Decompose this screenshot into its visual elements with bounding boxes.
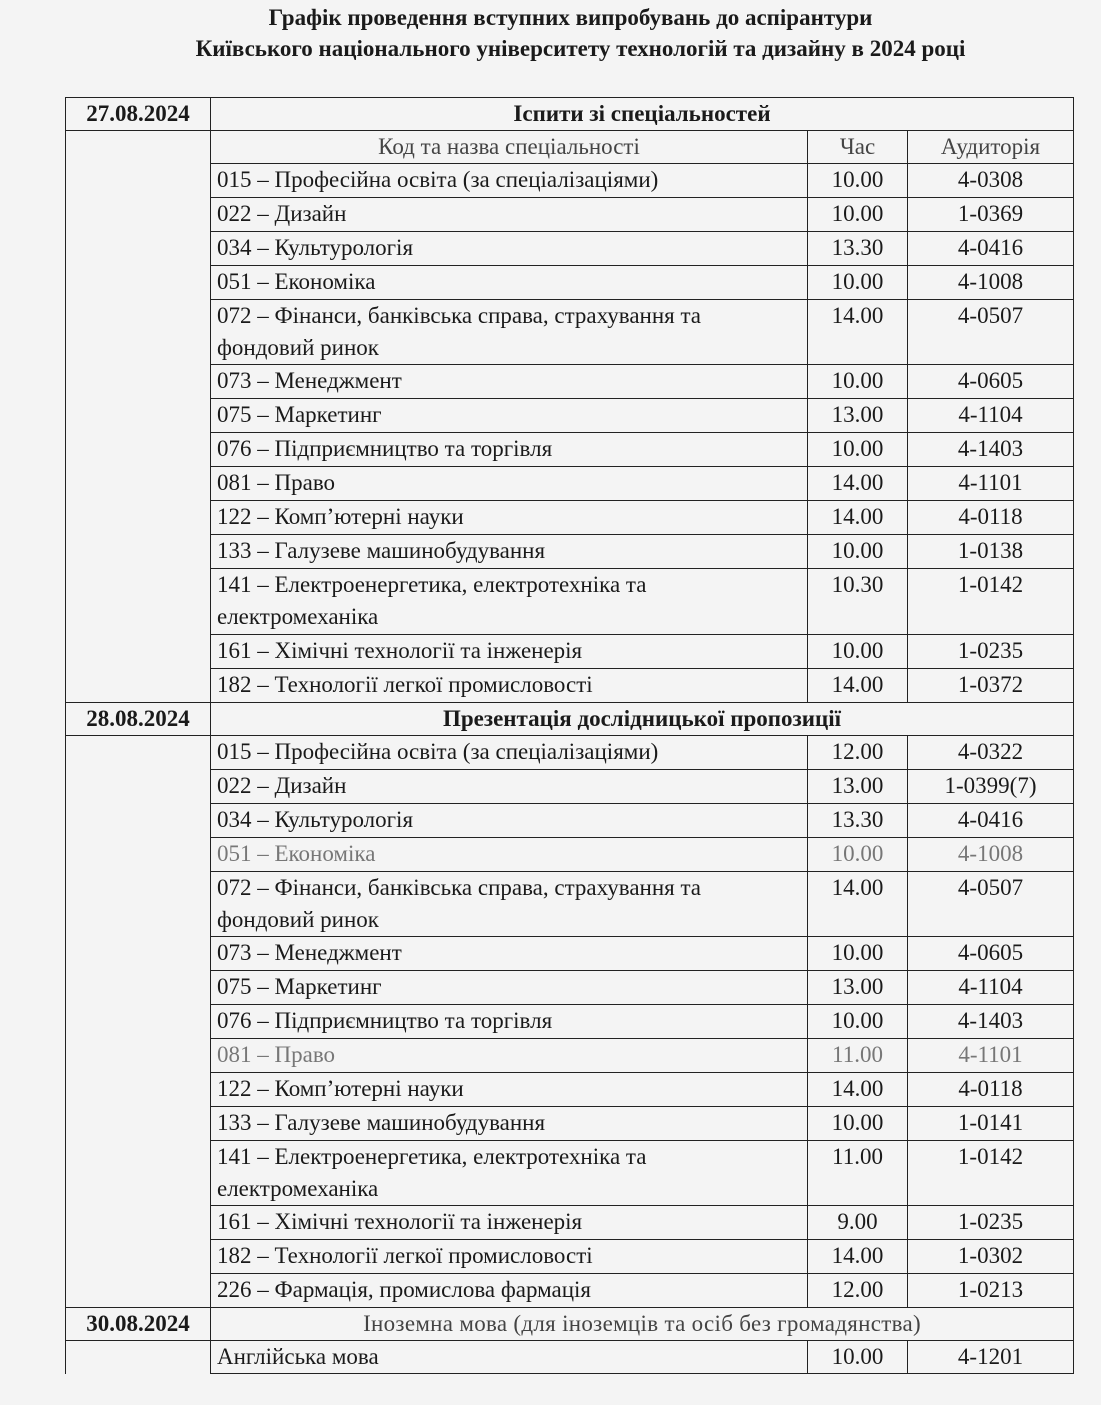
specialty-name: 075 – Маркетинг (211, 971, 808, 1005)
table-row (66, 433, 1074, 467)
exam-room: 1-0213 (908, 1274, 1074, 1308)
table-row (66, 164, 1074, 198)
exam-time: 13.00 (808, 399, 908, 433)
table-row (66, 365, 1074, 399)
title-line-1: Графік проведення вступних випробувань до аспірантури (268, 5, 873, 30)
specialty-name: 141 – Електроенергетика, електротехніка та електромеханіка (211, 569, 808, 635)
table-row (66, 266, 1074, 300)
section-header-row (66, 1308, 1074, 1341)
date-column-spacer (66, 198, 211, 232)
table-row (66, 804, 1074, 838)
date-column-spacer (66, 399, 211, 433)
table-row (66, 770, 1074, 804)
section-header-row (66, 703, 1074, 736)
table-row (66, 736, 1074, 770)
date-column-spacer (66, 770, 211, 804)
specialty-name: 122 – Комп’ютерні науки (211, 501, 808, 535)
exam-room: 4-0118 (908, 501, 1074, 535)
date-column-spacer (66, 669, 211, 703)
exam-time: 12.00 (808, 736, 908, 770)
date-column-spacer (66, 266, 211, 300)
table-row (66, 232, 1074, 266)
date-column-spacer (66, 365, 211, 399)
exam-time: 13.00 (808, 971, 908, 1005)
exam-time: 12.00 (808, 1274, 908, 1308)
specialty-name: 034 – Культурологія (211, 232, 808, 266)
section-date: 28.08.2024 (66, 703, 211, 736)
exam-time: 10.30 (808, 569, 908, 635)
exam-time: 10.00 (808, 164, 908, 198)
table-row (66, 300, 1074, 365)
section-title: Іноземна мова (для іноземців та осіб без громадянства) (211, 1308, 1074, 1341)
exam-room: 4-1101 (908, 467, 1074, 501)
exam-room: 4-1104 (908, 971, 1074, 1005)
table-row (66, 1274, 1074, 1308)
exam-time: 10.00 (808, 937, 908, 971)
specialty-name: 015 – Професійна освіта (за спеціалізаціями) (211, 736, 808, 770)
exam-time: 10.00 (808, 266, 908, 300)
exam-room: 4-1104 (908, 399, 1074, 433)
specialty-name: 122 – Комп’ютерні науки (211, 1073, 808, 1107)
table-row (66, 971, 1074, 1005)
date-column-spacer (66, 838, 211, 872)
exam-time: 14.00 (808, 669, 908, 703)
table-row (66, 198, 1074, 232)
exam-time: 10.00 (808, 838, 908, 872)
specialty-name: 072 – Фінанси, банківська справа, страхування та фондовий ринок (211, 300, 808, 365)
exam-room: 1-0142 (908, 569, 1074, 635)
exam-room: 1-0235 (908, 1206, 1074, 1240)
date-column-spacer (66, 1240, 211, 1274)
column-header-code-name: Код та назва спеціальності (211, 131, 808, 164)
specialty-name: 081 – Право (211, 1039, 808, 1073)
exam-room: 4-1101 (908, 1039, 1074, 1073)
date-column-spacer (66, 1274, 211, 1308)
date-column-spacer (66, 569, 211, 635)
exam-room: 4-1403 (908, 433, 1074, 467)
date-column-spacer (66, 131, 211, 164)
section-date: 27.08.2024 (66, 98, 211, 131)
date-column-spacer (66, 1039, 211, 1073)
column-header-time: Час (808, 131, 908, 164)
specialty-name: 015 – Професійна освіта (за спеціалізаціями) (211, 164, 808, 198)
exam-room: 4-0507 (908, 872, 1074, 937)
exam-room: 4-0605 (908, 365, 1074, 399)
exam-room: 1-0399(7) (908, 770, 1074, 804)
specialty-name: 182 – Технології легкої промисловості (211, 1240, 808, 1274)
exam-room: 4-1008 (908, 266, 1074, 300)
exam-room: 1-0372 (908, 669, 1074, 703)
exam-room: 4-0322 (908, 736, 1074, 770)
date-column-spacer (66, 164, 211, 198)
exam-time: 11.00 (808, 1141, 908, 1206)
table-row (66, 501, 1074, 535)
section-date: 30.08.2024 (66, 1308, 211, 1341)
table-row (66, 569, 1074, 635)
table-row (66, 635, 1074, 669)
exam-time: 13.00 (808, 770, 908, 804)
section-header-row (66, 98, 1074, 131)
column-header-row (66, 131, 1074, 164)
specialty-name: 022 – Дизайн (211, 198, 808, 232)
specialty-name: 161 – Хімічні технології та інженерія (211, 1206, 808, 1240)
date-column-spacer (66, 971, 211, 1005)
exam-room: 4-1201 (908, 1341, 1074, 1374)
date-column-spacer (66, 736, 211, 770)
table-row (66, 872, 1074, 937)
specialty-name: 182 – Технології легкої промисловості (211, 669, 808, 703)
date-column-spacer (66, 300, 211, 365)
exam-room: 1-0138 (908, 535, 1074, 569)
section-title: Іспити зі спеціальностей (211, 98, 1074, 131)
table-row (66, 1341, 1074, 1374)
exam-room: 4-0416 (908, 804, 1074, 838)
specialty-name: 081 – Право (211, 467, 808, 501)
document-title (0, 2, 1101, 64)
table-row (66, 1107, 1074, 1141)
table-row (66, 399, 1074, 433)
table-row (66, 535, 1074, 569)
exam-room: 4-0507 (908, 300, 1074, 365)
title-line-2: Київського національного університету технологій та дизайну в 2024 році (195, 36, 966, 61)
table-row (66, 1005, 1074, 1039)
table-row (66, 669, 1074, 703)
date-column-spacer (66, 501, 211, 535)
table-row (66, 1240, 1074, 1274)
date-column-spacer (66, 1073, 211, 1107)
exam-time: 10.00 (808, 535, 908, 569)
exam-time: 10.00 (808, 365, 908, 399)
exam-time: 10.00 (808, 1107, 908, 1141)
exam-time: 10.00 (808, 198, 908, 232)
date-column-spacer (66, 467, 211, 501)
section-title: Презентація дослідницької пропозиції (211, 703, 1074, 736)
exam-room: 1-0369 (908, 198, 1074, 232)
table-row (66, 838, 1074, 872)
exam-room: 4-1008 (908, 838, 1074, 872)
table-row (66, 1039, 1074, 1073)
exam-room: 1-0302 (908, 1240, 1074, 1274)
table-row (66, 937, 1074, 971)
exam-time: 10.00 (808, 1341, 908, 1374)
date-column-spacer (66, 1206, 211, 1240)
specialty-name: 034 – Культурологія (211, 804, 808, 838)
schedule-table (65, 97, 1074, 1374)
exam-room: 4-0605 (908, 937, 1074, 971)
exam-time: 10.00 (808, 1005, 908, 1039)
table-row (66, 467, 1074, 501)
specialty-name: 051 – Економіка (211, 838, 808, 872)
date-column-spacer (66, 1107, 211, 1141)
exam-room: 4-0308 (908, 164, 1074, 198)
exam-room: 1-0142 (908, 1141, 1074, 1206)
date-column-spacer (66, 937, 211, 971)
specialty-name: 133 – Галузеве машинобудування (211, 535, 808, 569)
exam-room: 1-0141 (908, 1107, 1074, 1141)
exam-time: 14.00 (808, 501, 908, 535)
date-column-spacer (66, 804, 211, 838)
exam-time: 10.00 (808, 635, 908, 669)
specialty-name: 075 – Маркетинг (211, 399, 808, 433)
exam-time: 9.00 (808, 1206, 908, 1240)
exam-time: 14.00 (808, 1240, 908, 1274)
exam-time: 10.00 (808, 433, 908, 467)
date-column-spacer (66, 1005, 211, 1039)
specialty-name: 226 – Фармація, промислова фармація (211, 1274, 808, 1308)
exam-time: 11.00 (808, 1039, 908, 1073)
specialty-name: Англійська мова (211, 1341, 808, 1374)
date-column-spacer (66, 535, 211, 569)
specialty-name: 133 – Галузеве машинобудування (211, 1107, 808, 1141)
exam-room: 4-1403 (908, 1005, 1074, 1039)
table-row (66, 1073, 1074, 1107)
exam-time: 14.00 (808, 872, 908, 937)
specialty-name: 072 – Фінанси, банківська справа, страхування та фондовий ринок (211, 872, 808, 937)
exam-time: 14.00 (808, 1073, 908, 1107)
table-row (66, 1206, 1074, 1240)
exam-time: 13.30 (808, 232, 908, 266)
exam-time: 14.00 (808, 300, 908, 365)
exam-room: 4-0416 (908, 232, 1074, 266)
date-column-spacer (66, 1141, 211, 1206)
specialty-name: 076 – Підприємництво та торгівля (211, 1005, 808, 1039)
date-column-spacer (66, 433, 211, 467)
specialty-name: 076 – Підприємництво та торгівля (211, 433, 808, 467)
exam-time: 13.30 (808, 804, 908, 838)
table-row (66, 1141, 1074, 1206)
date-column-spacer (66, 635, 211, 669)
specialty-name: 141 – Електроенергетика, електротехніка та електромеханіка (211, 1141, 808, 1206)
exam-room: 1-0235 (908, 635, 1074, 669)
date-column-spacer (66, 232, 211, 266)
date-column-spacer (66, 1341, 211, 1374)
specialty-name: 073 – Менеджмент (211, 937, 808, 971)
specialty-name: 051 – Економіка (211, 266, 808, 300)
exam-time: 14.00 (808, 467, 908, 501)
specialty-name: 022 – Дизайн (211, 770, 808, 804)
specialty-name: 161 – Хімічні технології та інженерія (211, 635, 808, 669)
specialty-name: 073 – Менеджмент (211, 365, 808, 399)
exam-room: 4-0118 (908, 1073, 1074, 1107)
column-header-room: Аудиторія (908, 131, 1074, 164)
date-column-spacer (66, 872, 211, 937)
